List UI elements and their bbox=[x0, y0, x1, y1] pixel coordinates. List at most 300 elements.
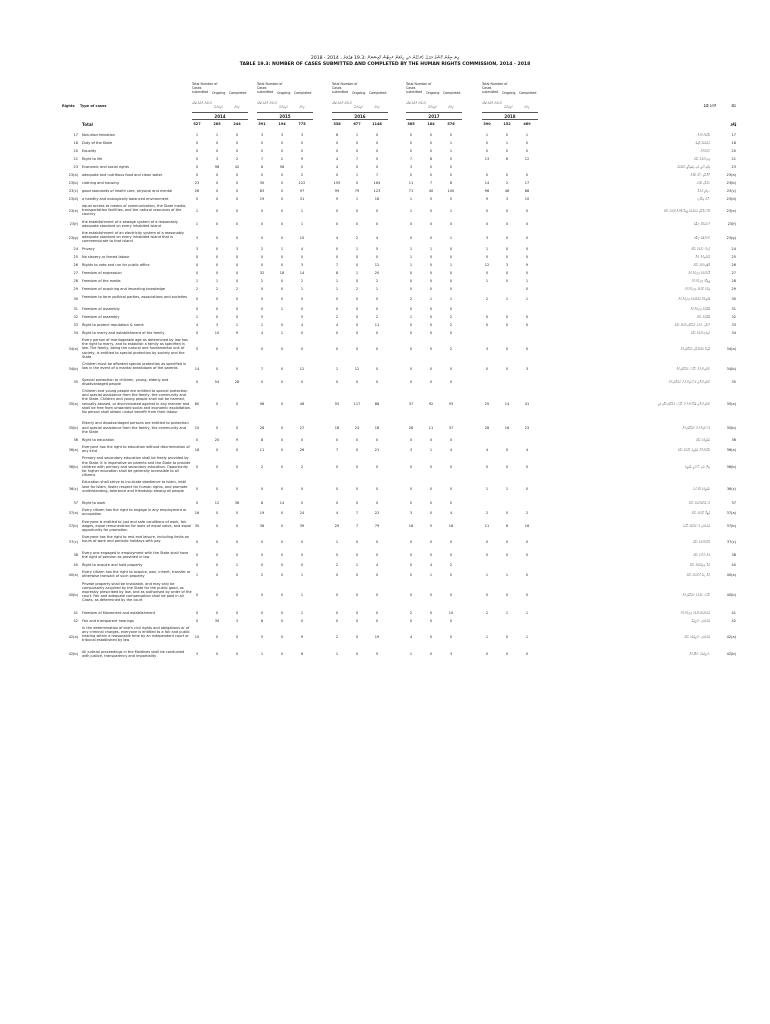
year-label: 2014 bbox=[214, 114, 226, 119]
case-count: 7 bbox=[375, 172, 379, 177]
table-row bbox=[0, 203, 770, 219]
case-count: 26 bbox=[194, 188, 200, 193]
case-count: 0 bbox=[409, 501, 413, 506]
case-count: 18 bbox=[194, 447, 200, 452]
case-count: 25 bbox=[484, 402, 490, 407]
case-count: 0 bbox=[195, 263, 199, 268]
case-type-dhivehi: ދައުލަތުގެ ވާޖިބު bbox=[695, 140, 710, 145]
case-count: 2 bbox=[449, 322, 453, 327]
row-number: 36 bbox=[73, 437, 78, 442]
case-count: 0 bbox=[505, 634, 509, 639]
case-count: 1 bbox=[485, 132, 489, 137]
row-number: 27 bbox=[73, 271, 78, 276]
case-count: 0 bbox=[280, 172, 284, 177]
row-number: 32 bbox=[73, 314, 78, 319]
case-count: 0 bbox=[429, 652, 433, 657]
case-count: 0 bbox=[485, 314, 489, 319]
case-count: 17 bbox=[524, 180, 530, 185]
case-type-english: Freedom to form political parties, associations and societies bbox=[82, 294, 188, 299]
case-count: 8 bbox=[260, 618, 264, 623]
case-count: 2 bbox=[335, 314, 339, 319]
case-count: 0 bbox=[280, 263, 284, 268]
case-type-dhivehi: ޚާއްޞަ މުދަލުގެ ރައްކާތެރިކަން bbox=[682, 592, 710, 597]
case-count: 38 bbox=[259, 524, 265, 529]
case-count: 0 bbox=[355, 180, 359, 185]
case-count: 0 bbox=[215, 140, 219, 145]
case-count: 9 bbox=[300, 634, 304, 639]
case-count: 1 bbox=[449, 263, 453, 268]
case-count: 0 bbox=[195, 539, 199, 544]
case-count: 0 bbox=[505, 447, 509, 452]
case-count: 0 bbox=[215, 510, 219, 515]
case-count: 1 bbox=[195, 132, 199, 137]
case-count: 7 bbox=[335, 447, 339, 452]
row-number-right: 29 bbox=[731, 287, 736, 292]
case-count: 1 bbox=[485, 247, 489, 252]
total-value: 152 bbox=[503, 122, 511, 126]
case-count: 0 bbox=[300, 306, 304, 311]
case-count: 5 bbox=[429, 524, 433, 529]
completed-header: Completed bbox=[229, 91, 247, 95]
case-count: 0 bbox=[525, 652, 529, 657]
case-count: 21 bbox=[374, 447, 380, 452]
case-count: 0 bbox=[280, 487, 284, 492]
case-count: 0 bbox=[505, 510, 509, 515]
case-count: 0 bbox=[449, 222, 453, 227]
total-submitted-header: Total Number of Cases submitted bbox=[257, 82, 283, 94]
case-count: 1 bbox=[355, 132, 359, 137]
case-count: 0 bbox=[505, 346, 509, 351]
case-count: 122 bbox=[298, 180, 306, 185]
case-count: 0 bbox=[260, 610, 264, 615]
case-count: 88 bbox=[374, 402, 380, 407]
table-row bbox=[0, 230, 770, 246]
case-count: 0 bbox=[375, 164, 379, 169]
case-count: 7 bbox=[355, 156, 359, 161]
case-count: 0 bbox=[409, 592, 413, 597]
case-type-dhivehi: މުސްކުޅިންނަށް ރައްކާތެރިކަން bbox=[682, 426, 710, 431]
row-number: 30 bbox=[73, 297, 78, 302]
table-row bbox=[0, 270, 770, 278]
case-count: 2 bbox=[260, 247, 264, 252]
case-count: 0 bbox=[449, 330, 453, 335]
case-type-english: Every one engaged in employment with the State shall have the right of pension as provided in law bbox=[82, 550, 189, 559]
case-type-english: All judicial proceedings in the Maldives shall be conducted with justice, transparency and impartiality bbox=[82, 649, 185, 658]
case-count: 6 bbox=[505, 524, 509, 529]
case-count: 6 bbox=[300, 652, 304, 657]
case-count: 0 bbox=[235, 196, 239, 201]
case-count: 0 bbox=[375, 553, 379, 558]
case-count: 4 bbox=[335, 235, 339, 240]
case-count: 23 bbox=[194, 180, 200, 185]
completed-header: Completed bbox=[369, 91, 387, 95]
case-count: 0 bbox=[215, 634, 219, 639]
case-count: 0 bbox=[505, 247, 509, 252]
case-type-dhivehi: ކުޑަކުދިންނަށް ހާއްޞަ ރައްކާތެރިކަން bbox=[676, 366, 710, 371]
case-count: 0 bbox=[525, 314, 529, 319]
case-count: 98 bbox=[214, 164, 220, 169]
case-type-dhivehi: ފާޅުކުރުމުގެ މިނިވަންކަން bbox=[687, 271, 710, 276]
case-count: 3 bbox=[195, 247, 199, 252]
case-count: 0 bbox=[300, 330, 304, 335]
case-count: 36 bbox=[234, 501, 240, 506]
total-submitted-header: Total Number of Cases submitted bbox=[406, 82, 432, 94]
case-count: 0 bbox=[355, 437, 359, 442]
row-number: 42(a) bbox=[68, 634, 78, 639]
case-count: 0 bbox=[300, 553, 304, 558]
total-value: 527 bbox=[193, 122, 201, 126]
case-count: 0 bbox=[215, 465, 219, 470]
case-count: 0 bbox=[335, 172, 339, 177]
case-count: 4 bbox=[485, 447, 489, 452]
row-number: 23(e) bbox=[68, 208, 78, 213]
case-count: 19 bbox=[374, 634, 380, 639]
case-count: 5 bbox=[195, 156, 199, 161]
row-number: 23(a) bbox=[68, 172, 78, 177]
case-count: 0 bbox=[260, 148, 264, 153]
year-label: 2017 bbox=[428, 114, 440, 119]
table-row bbox=[0, 286, 770, 294]
case-count: 10 bbox=[194, 426, 200, 431]
row-number-right: 21 bbox=[731, 156, 736, 161]
case-type-dhivehi: ތަޢުލީމުގެ ޙައްޤު bbox=[696, 437, 710, 442]
case-type-dhivehi: ޢާއިލާ އުފެއްދުމާއި ރައްކާތެރިކަން bbox=[680, 346, 710, 351]
case-count: 79 bbox=[354, 188, 360, 193]
case-count: 4 bbox=[335, 164, 339, 169]
case-count: 2 bbox=[505, 180, 509, 185]
case-count: 14 bbox=[299, 271, 305, 276]
case-count: 0 bbox=[429, 132, 433, 137]
case-count: 0 bbox=[409, 172, 413, 177]
case-count: 0 bbox=[195, 271, 199, 276]
case-count: 2 bbox=[409, 610, 413, 615]
case-count: 0 bbox=[260, 255, 264, 260]
case-count: 0 bbox=[525, 553, 529, 558]
case-count: 0 bbox=[505, 132, 509, 137]
case-count: 0 bbox=[525, 322, 529, 327]
case-count: 0 bbox=[375, 366, 379, 371]
case-count: 0 bbox=[449, 380, 453, 385]
case-count: 1 bbox=[300, 287, 304, 292]
case-count: 40 bbox=[428, 188, 434, 193]
case-count: 0 bbox=[355, 255, 359, 260]
case-type-dhivehi: ކަރަންޓުގެ ނިޒާމު bbox=[694, 235, 710, 240]
case-count: 0 bbox=[525, 255, 529, 260]
case-count: 1 bbox=[300, 592, 304, 597]
case-count: 0 bbox=[409, 271, 413, 276]
case-count: 0 bbox=[525, 346, 529, 351]
case-count: 0 bbox=[235, 132, 239, 137]
case-count: 0 bbox=[235, 652, 239, 657]
table-row bbox=[0, 147, 770, 155]
row-number: 35 bbox=[73, 380, 78, 385]
table-title-dhivehi: 2018 - 2014 ، ގިނަ ނިމުނު ކޭސްގެ އަދަދު ހުށަހެޅުނު އަދި ހިއުމަން ރައިޓްސް ކޮމިޝަނަށް :19.3 ޖަދުވަލު bbox=[310, 56, 460, 61]
case-count: 55 bbox=[334, 402, 340, 407]
row-number-right: 30 bbox=[731, 297, 736, 302]
case-type-english: Freedom of assembly bbox=[82, 314, 120, 319]
case-count: 0 bbox=[335, 140, 339, 145]
case-type-english: Private property shall be inviolable, and may only be compulsorily acquired by the State for the public good, as expressly prescribed by law, and as authorised by order of the court. Fair and adequate compensation shall be paid in all Cases, as determined by the court bbox=[82, 581, 192, 603]
table-row bbox=[0, 294, 770, 305]
case-count: 0 bbox=[195, 172, 199, 177]
total-submitted-dhivehi-header: ހުށަހެޅުނު ކޭސްގެ ޖުމްލަ bbox=[257, 101, 278, 105]
case-type-english: Freedom of acquiring and imparting knowledge bbox=[82, 287, 165, 292]
case-count: 32 bbox=[259, 271, 265, 276]
table-row bbox=[0, 581, 770, 609]
table-row bbox=[0, 321, 770, 329]
case-count: 0 bbox=[525, 572, 529, 577]
case-type-english: Every citizen has the right to acquire, own, inherit, transfer or otherwise transact of such property bbox=[82, 570, 191, 579]
case-count: 1 bbox=[429, 247, 433, 252]
total-value: 194 bbox=[278, 122, 286, 126]
case-count: 0 bbox=[195, 592, 199, 597]
case-type-dhivehi: ނަމާއި ޝަރަފު ރައްކާތެރިކުރުމުގެ ޙައްޤު bbox=[674, 322, 710, 327]
header-rule bbox=[257, 112, 313, 113]
case-count: 24 bbox=[354, 426, 360, 431]
case-count: 18 bbox=[279, 271, 285, 276]
case-count: 3 bbox=[300, 263, 304, 268]
case-count: 28 bbox=[259, 426, 265, 431]
row-number-right: 34 bbox=[731, 330, 736, 335]
case-count: 11 bbox=[259, 447, 265, 452]
case-count: 99 bbox=[334, 188, 340, 193]
case-count: 0 bbox=[525, 592, 529, 597]
case-type-dhivehi: ވަކިން ހުރުމުގެ ޙައްޤު bbox=[691, 247, 710, 252]
case-count: 2 bbox=[235, 156, 239, 161]
case-count: 9 bbox=[235, 437, 239, 442]
case-count: 10 bbox=[524, 196, 530, 201]
row-number-right: 36(a) bbox=[726, 447, 736, 452]
case-count: 0 bbox=[485, 592, 489, 597]
table-row bbox=[0, 219, 770, 230]
row-number: 23(d) bbox=[68, 196, 78, 201]
case-count: 0 bbox=[505, 279, 509, 284]
total-value: 244 bbox=[233, 122, 241, 126]
case-count: 0 bbox=[235, 140, 239, 145]
case-count: 0 bbox=[409, 618, 413, 623]
total-label-dhivehi: ޖުމްލަ bbox=[730, 122, 736, 127]
case-count: 0 bbox=[409, 330, 413, 335]
case-count: 2 bbox=[335, 634, 339, 639]
case-type-english: Fair and transparent hearings bbox=[82, 618, 134, 623]
case-count: 0 bbox=[280, 539, 284, 544]
case-type-dhivehi: މީޑިއާގެ މިނިވަންކަން bbox=[691, 279, 710, 284]
case-type-dhivehi: ދަތުރުފަތުރުކުރުމުގެ މިނިވަންކަން bbox=[680, 610, 710, 615]
total-value: 184 bbox=[427, 122, 435, 126]
case-type-english: Duty of the State bbox=[82, 140, 113, 145]
total-value: 365 bbox=[407, 122, 415, 126]
case-count: 0 bbox=[505, 652, 509, 657]
case-type-english: Children must be afforded special protection as specified in law in the event of a marital breakdown of the parents bbox=[82, 362, 187, 371]
table-row bbox=[0, 254, 770, 262]
case-count: 0 bbox=[280, 610, 284, 615]
case-count: 0 bbox=[280, 553, 284, 558]
case-count: 0 bbox=[215, 196, 219, 201]
case-count: 0 bbox=[429, 140, 433, 145]
case-count: 0 bbox=[409, 539, 413, 544]
case-count: 6 bbox=[260, 164, 264, 169]
case-count: 8 bbox=[429, 156, 433, 161]
case-type-english: Freedom of Movement and establishment bbox=[82, 610, 156, 615]
row-number-right: 25 bbox=[731, 255, 736, 260]
case-type-english: Privacy bbox=[82, 247, 95, 252]
case-count: 0 bbox=[375, 501, 379, 506]
total-value: 775 bbox=[298, 122, 306, 126]
row-number: 26 bbox=[73, 263, 78, 268]
case-count: 27 bbox=[299, 426, 305, 431]
table-row bbox=[0, 179, 770, 187]
case-type-english: Special protection to children, young, elderly and disadvantaged people bbox=[82, 377, 169, 386]
row-number: 23 bbox=[73, 164, 78, 169]
case-count: 0 bbox=[485, 465, 489, 470]
ongoing-header: Ongoing bbox=[502, 91, 516, 95]
table-row bbox=[0, 329, 770, 337]
case-count: 0 bbox=[375, 208, 379, 213]
case-count: 10 bbox=[214, 330, 220, 335]
row-number: 34 bbox=[73, 330, 78, 335]
row-number-right: 34(a) bbox=[726, 346, 736, 351]
case-count: 30 bbox=[259, 180, 265, 185]
case-count: 0 bbox=[375, 592, 379, 597]
case-count: 0 bbox=[280, 366, 284, 371]
case-count: 0 bbox=[505, 322, 509, 327]
case-count: 30 bbox=[194, 524, 200, 529]
case-count: 0 bbox=[409, 235, 413, 240]
case-type-dhivehi: ނަރުދަމާގެ ނިޒާމު bbox=[693, 222, 710, 227]
case-count: 1 bbox=[195, 222, 199, 227]
case-count: 1 bbox=[449, 208, 453, 213]
row-number: 42 bbox=[73, 618, 78, 623]
case-count: 0 bbox=[235, 426, 239, 431]
row-number-right: 20 bbox=[731, 148, 736, 153]
case-count: 0 bbox=[429, 510, 433, 515]
row-number-right: 23(f) bbox=[727, 222, 736, 227]
table-row bbox=[0, 262, 770, 270]
case-count: 18 bbox=[374, 196, 380, 201]
case-count: 0 bbox=[355, 208, 359, 213]
case-count: 0 bbox=[375, 330, 379, 335]
row-number-right: 40(a) bbox=[726, 572, 736, 577]
case-count: 4 bbox=[429, 563, 433, 568]
case-count: 16 bbox=[524, 524, 530, 529]
case-count: 5 bbox=[375, 156, 379, 161]
completed-header: Completed bbox=[519, 91, 537, 95]
case-count: 0 bbox=[215, 610, 219, 615]
case-count: 0 bbox=[355, 322, 359, 327]
header-rule bbox=[406, 112, 462, 113]
case-count: 0 bbox=[235, 524, 239, 529]
case-type-dhivehi: އަޅުވެތިކަން މަނާ bbox=[694, 255, 710, 260]
completed-dhivehi-header: ނިމުނު bbox=[448, 105, 454, 109]
row-number: 38 bbox=[73, 553, 78, 558]
case-count: 56 bbox=[279, 164, 285, 169]
case-count: 0 bbox=[429, 330, 433, 335]
case-count: 0 bbox=[355, 263, 359, 268]
table-row bbox=[0, 139, 770, 147]
case-count: 1 bbox=[335, 652, 339, 657]
case-count: 0 bbox=[525, 539, 529, 544]
case-count: 0 bbox=[280, 180, 284, 185]
case-count: 1 bbox=[449, 235, 453, 240]
case-count: 0 bbox=[235, 235, 239, 240]
case-count: 0 bbox=[260, 208, 264, 213]
case-count: 0 bbox=[505, 222, 509, 227]
case-count: 0 bbox=[505, 148, 509, 153]
case-count: 0 bbox=[449, 164, 453, 169]
case-count: 2 bbox=[235, 287, 239, 292]
case-count: 0 bbox=[280, 222, 284, 227]
case-count: 9 bbox=[235, 330, 239, 335]
case-count: 2 bbox=[300, 465, 304, 470]
case-count: 0 bbox=[505, 208, 509, 213]
case-count: 0 bbox=[260, 287, 264, 292]
case-count: 1 bbox=[300, 610, 304, 615]
case-count: 0 bbox=[195, 501, 199, 506]
case-count: 2 bbox=[355, 287, 359, 292]
case-count: 0 bbox=[375, 132, 379, 137]
row-number-right: 32 bbox=[731, 314, 736, 319]
case-count: 42 bbox=[234, 164, 240, 169]
case-count: 0 bbox=[409, 322, 413, 327]
case-count: 0 bbox=[409, 132, 413, 137]
table-row bbox=[0, 195, 770, 203]
case-count: 1 bbox=[409, 652, 413, 657]
case-count: 30 bbox=[214, 618, 220, 623]
case-count: 16 bbox=[504, 426, 510, 431]
table-row bbox=[0, 479, 770, 499]
case-count: 0 bbox=[260, 346, 264, 351]
row-number-right: 40 bbox=[731, 563, 736, 568]
case-type-english: Everyone has the right to education without discrimination of any kind bbox=[82, 445, 190, 454]
table-row bbox=[0, 436, 770, 444]
case-count: 4 bbox=[335, 156, 339, 161]
case-count: 0 bbox=[280, 346, 284, 351]
case-count: 0 bbox=[280, 279, 284, 284]
row-number: 37(b) bbox=[68, 524, 78, 529]
case-count: 0 bbox=[355, 572, 359, 577]
case-count: 0 bbox=[300, 487, 304, 492]
case-count: 1 bbox=[195, 572, 199, 577]
case-count: 4 bbox=[195, 322, 199, 327]
case-type-english: Right to marry and establishment of the family bbox=[82, 330, 165, 335]
case-count: 1 bbox=[195, 208, 199, 213]
case-count: 1 bbox=[525, 279, 529, 284]
total-label: Total bbox=[82, 122, 93, 127]
case-count: 0 bbox=[485, 271, 489, 276]
row-number: 41 bbox=[73, 610, 78, 615]
row-number: 34(b) bbox=[68, 366, 78, 371]
row-number-right: 36(c) bbox=[726, 487, 736, 492]
case-count: 0 bbox=[409, 366, 413, 371]
case-count: 0 bbox=[375, 618, 379, 623]
case-count: 0 bbox=[260, 297, 264, 302]
case-count: 1 bbox=[215, 279, 219, 284]
table-row bbox=[0, 155, 770, 163]
total-submitted-header: Total Number of Cases submitted bbox=[482, 82, 508, 94]
total-value: 1148 bbox=[372, 122, 382, 126]
case-count: 1 bbox=[505, 572, 509, 577]
case-count: 0 bbox=[485, 539, 489, 544]
row-number: 17 bbox=[73, 132, 78, 137]
case-count: 0 bbox=[525, 287, 529, 292]
case-count: 0 bbox=[525, 140, 529, 145]
case-count: 0 bbox=[215, 402, 219, 407]
case-count: 0 bbox=[235, 208, 239, 213]
case-count: 1 bbox=[409, 247, 413, 252]
rights-header: Rights bbox=[62, 104, 75, 108]
case-count: 0 bbox=[280, 297, 284, 302]
case-count: 1 bbox=[375, 287, 379, 292]
